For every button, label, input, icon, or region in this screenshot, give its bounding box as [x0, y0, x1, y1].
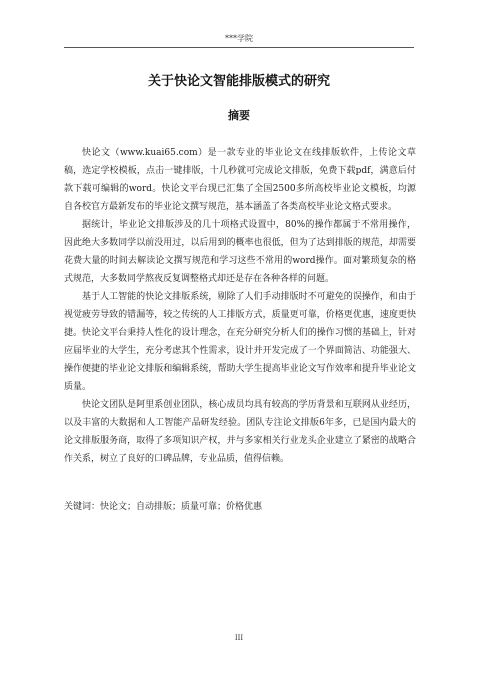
- abstract-paragraph-3: 基于人工智能的快论文排版系统，剔除了人们手动排版时不可避免的误操作，和由于视觉疲劳导致的错漏等，较之传统的人工排版方式，质量更可靠，价格更优惠，速度更快捷。快论文平台秉持人性化的设计理念，在充分研究分析人们的操作习惯的基础上，针对应届毕业的大学生，充分考虑其个性需求，设计并开发完成了一个界面简洁、功能强大、操作便捷的毕业论文排版和编辑系统，帮助大学生提高毕业论文写作效率和提升毕业论文质量。: [64, 292, 416, 392]
- abstract-paragraph-1: 快论文（www.kuai65.com）是一款专业的毕业论文在线排版软件，上传论文草稿，选定学校模板，点击一键排版，十几秒就可完成论文排版，免费下载pdf，满意后付款下载可编辑的word。快论文平台现已汇集了全国2500多所高校毕业论文模板，均源自各校官方最新发布的毕业论文撰写规范，基本涵盖了各类高校毕业论文格式要求。: [64, 148, 416, 212]
- header-rule: [64, 47, 414, 48]
- abstract-heading: 摘要: [228, 109, 250, 122]
- running-header: ***学院: [225, 34, 253, 43]
- abstract-body: [64, 144, 416, 468]
- page-number: III: [234, 634, 244, 642]
- abstract-paragraph-2: 据统计，毕业论文排版涉及的几十项格式设置中，80%的操作都属于不常用操作，因此绝大多数同学以前没用过，以后用到的概率也很低，但为了达到排版的规范，却需要花费大量的时间去解读论文撰写规范和学习这些不常用的word操作。面对繁琐复杂的格式规范，大多数同学熬夜反复调整格式却还是存在各种各样的问题。: [64, 220, 416, 284]
- keywords-line: 关键词：快论文；自动排版；质量可靠；价格优惠: [64, 502, 263, 512]
- abstract-paragraph-4: 快论文团队是阿里系创业团队，核心成员均具有较高的学历背景和互联网从业经历，以及丰富的大数据和人工智能产品研发经验。团队专注论文排版6年多，已是国内最大的论文排版服务商，取得了多项知识产权，并与多家相关行业龙头企业建立了紧密的战略合作关系，树立了良好的口碑品牌，专业品质，值得信赖。: [64, 400, 416, 464]
- paper-title: 关于快论文智能排版模式的研究: [147, 74, 330, 89]
